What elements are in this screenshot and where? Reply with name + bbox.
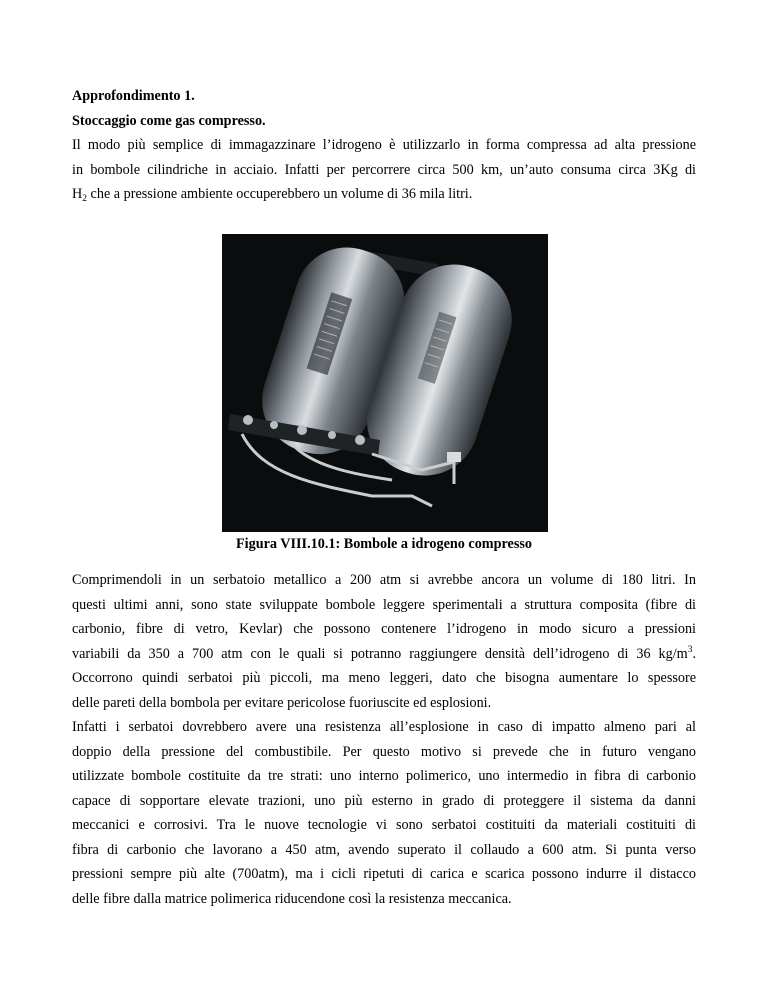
body-text (72, 568, 696, 911)
density-end: . (692, 645, 696, 662)
h2-subscript: 2 (82, 194, 87, 204)
body-line: doppio della pressione del combustibile. Per questo motivo si prevede che in futuro vengano (72, 743, 696, 760)
body-line: questi ultimi anni, sono state sviluppate bombole leggere sperimentali a struttura composita (fibre di (72, 596, 696, 613)
section-intro (72, 84, 696, 207)
section-subheading: Stoccaggio come gas compresso. (72, 112, 266, 129)
body-line-end: delle pareti della bombola per evitare pericolose fuoriuscite ed esplosioni. (72, 694, 492, 711)
body-line: utilizzate bombole costituite da tre strati: uno interno polimerico, uno intermedio in fibra di carbonio (72, 768, 696, 784)
intro-last-text: che a pressione ambiente occuperebbero un volume di 36 mila litri. (87, 186, 473, 202)
hydrogen-tanks-photo (222, 234, 548, 532)
intro-line: in bombole cilindriche in acciaio. Infatti per percorrere circa 500 km, un’auto consuma circa 3Kg di (72, 161, 696, 178)
body-line-end: delle fibre dalla matrice polimerica riducendone così la resistenza meccanica. (72, 890, 512, 907)
intro-line: Il modo più semplice di immagazzinare l’idrogeno è utilizzarlo in forma compressa ad alta pressione (72, 137, 696, 153)
body-line: pressioni sempre più alte (700atm), ma i cicli ripetuti di carica e scarica possono indurre il distacco (72, 866, 696, 882)
density-line (72, 642, 696, 667)
section-heading: Approfondimento 1. (72, 88, 195, 104)
body-line: fibra di carbonio che lavorano a 450 atm, avendo superato il collaudo a 600 atm. Si punta verso (72, 841, 696, 858)
density-superscript: 3 (687, 644, 693, 655)
body-line: capace di sopportare elevate trazioni, uno più esterno in grado di proteggere il sistema da danni (72, 792, 696, 809)
body-line: Infatti i serbatoi dovrebbero avere una resistenza all’esplosione in caso di impatto almeno pari al (72, 719, 696, 735)
figure-caption: Figura VIII.10.1: Bombole a idrogeno compresso (236, 536, 532, 552)
density-text: variabili da 350 a 700 atm con le quali si potranno raggiungere densità dell’idrogeno di 36 kg/m (72, 645, 688, 662)
body-line: Comprimendoli in un serbatoio metallico a 200 atm si avrebbe ancora un volume di 180 litri. In (72, 572, 696, 588)
intro-line-last (72, 182, 696, 207)
body-line: Occorrono quindi serbatoi più piccoli, ma meno leggeri, dato che bisogna aumentare lo spessore (72, 670, 696, 686)
body-line: meccanici e corrosivi. Tra le nuove tecnologie vi sono serbatoi costituiti da materiali costituiti di (72, 817, 696, 833)
body-line: carbonio, fibre di vetro, Kevlar) che possono contenere l’idrogeno in modo sicuro a pressioni (72, 621, 696, 637)
h2-symbol: H (72, 186, 83, 202)
